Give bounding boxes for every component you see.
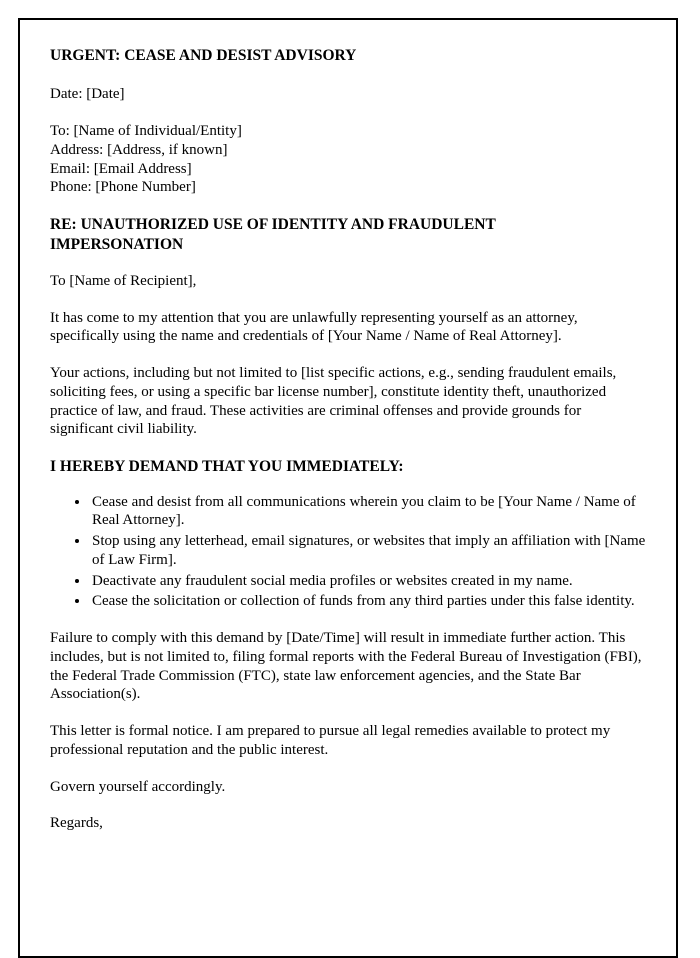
recipient-email-line: Email: [Email Address] [50,160,192,177]
paragraph-actions: Your actions, including but not limited to [list specific actions, e.g., sending fraudulent emails, soliciting fees, or using a specific bar license number], constitute identity theft, unauthorized practice of law, and fraud. These activities are criminal offenses and provide grounds for significant civil liability. [50,365,617,438]
recipient-block [50,122,646,197]
paragraph-attention: It has come to my attention that you are unlawfully representing yourself as an attorney, specifically using the name and credentials of [Your Name / Name of Real Attorney]. [50,309,578,345]
date-line: Date: [Date] [50,86,125,103]
closing-govern: Govern yourself accordingly. [50,778,226,795]
letter-page [18,18,678,958]
letter-content [20,20,676,881]
paragraph-failure-to-comply: Failure to comply with this demand by [Date/Time] will result in immediate further action. This includes, but is not limited to, filing formal reports with the Federal Bureau of Investigation (FBI), the Federal Trade Commission (FTC), state law enforcement agencies, and the State Bar Association(s). [50,630,642,703]
closing-regards: Regards, [50,815,103,832]
recipient-name-line: To: [Name of Individual/Entity] [50,123,242,140]
subject-line: RE: UNAUTHORIZED USE OF IDENTITY AND FRAUDULENT IMPERSONATION [50,216,496,253]
recipient-address-line: Address: [Address, if known] [50,141,228,158]
demands-list [50,493,646,612]
demand-item: • Deactivate any fraudulent social media profiles or websites created in my name. [90,572,646,591]
demand-item: • Stop using any letterhead, email signatures, or websites that imply an affiliation with [Name of Law Firm]. [90,532,646,570]
demand-item: • Cease the solicitation or collection of funds from any third parties under this false identity. [90,592,646,611]
letter-title: URGENT: CEASE AND DESIST ADVISORY [50,47,357,64]
demand-item: • Cease and desist from all communications wherein you claim to be [Your Name / Name of Real Attorney]. [90,493,646,531]
demands-heading: I HEREBY DEMAND THAT YOU IMMEDIATELY: [50,458,404,476]
recipient-phone-line: Phone: [Phone Number] [50,179,196,196]
paragraph-formal-notice: This letter is formal notice. I am prepared to pursue all legal remedies available to protect my professional reputation and the public interest. [50,723,611,758]
salutation: To [Name of Recipient], [50,272,197,289]
